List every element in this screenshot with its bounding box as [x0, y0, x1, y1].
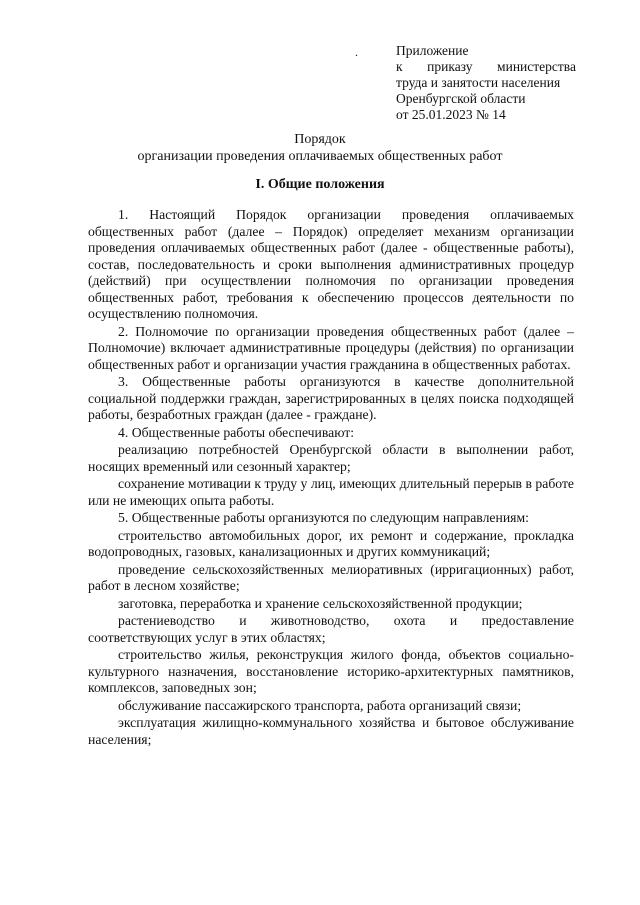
document-title: Порядок [294, 132, 346, 147]
paragraph: эксплуатация жилищно-коммунального хозяйства и бытовое обслуживание населения; [88, 715, 574, 747]
paragraph: обслуживание пассажирского транспорта, работа организаций связи; [118, 697, 522, 713]
appendix-line: Приложение [396, 43, 469, 58]
paragraph: строительство жилья, реконструкция жилого фонда, объектов социально-культурного назначения, восстановление историко-архитектурных памятников, комплексов, заповедных зон; [88, 647, 574, 695]
paragraph: 4. Общественные работы обеспечивают: [118, 424, 355, 440]
paragraph: 5. Общественные работы организуются по следующим направлениям: [118, 510, 529, 525]
section-heading: I. Общие положения [255, 177, 385, 192]
document-subtitle: организации проведения оплачиваемых общественных работ [137, 149, 503, 164]
appendix-line: от 25.01.2023 № 14 [396, 107, 506, 122]
paragraph: 1. Настоящий Порядок организации проведения оплачиваемых общественных работ (далее – Порядок) определяет механизм организации проведения оплачиваемых общественных работ (далее - общественные работы), состав, последовательность и сроки выполнения административных процедур (действий) при осуществлении полномочия по организации проведения общественных работ, требования к обеспечению процессов деятельности по осуществлению полномочия. [88, 207, 574, 321]
appendix-line: труда и занятости населения [396, 75, 561, 90]
paragraph: растениеводство и животноводство, охота и предоставление соответствующих услуг в этих областях; [88, 613, 574, 645]
paragraph: 2. Полномочие по организации проведения общественных работ (далее – Полномочие) включает административные процедуры (действия) по организации общественных работ и организации участия гражданина в общественных работах. [88, 323, 574, 372]
paragraph: строительство автомобильных дорог, их ремонт и содержание, прокладка водопроводных, газовых, канализационных и других коммуникаций; [88, 527, 574, 559]
paragraph: реализацию потребностей Оренбургской области в выполнении работ, носящих временный или сезонный характер; [88, 442, 574, 474]
stray-mark: . [355, 45, 358, 59]
document-body [88, 207, 574, 749]
appendix-block [396, 43, 576, 123]
paragraph: сохранение мотивации к труду у лиц, имеющих длительный перерыв в работе или не имеющих опыта работы. [88, 476, 574, 508]
appendix-line: к приказу министерства [396, 59, 576, 74]
paragraph: проведение сельскохозяйственных мелиоративных (ирригационных) работ, работ в лесном хозяйстве; [88, 561, 574, 593]
paragraph: заготовка, переработка и хранение сельскохозяйственной продукции; [118, 595, 523, 611]
appendix-line: Оренбургской области [396, 91, 526, 106]
paragraph: 3. Общественные работы организуются в качестве дополнительной социальной поддержки граждан, зарегистрированных в целях поиска подходящей работы, безработных граждан (далее - граждане). [88, 374, 574, 422]
